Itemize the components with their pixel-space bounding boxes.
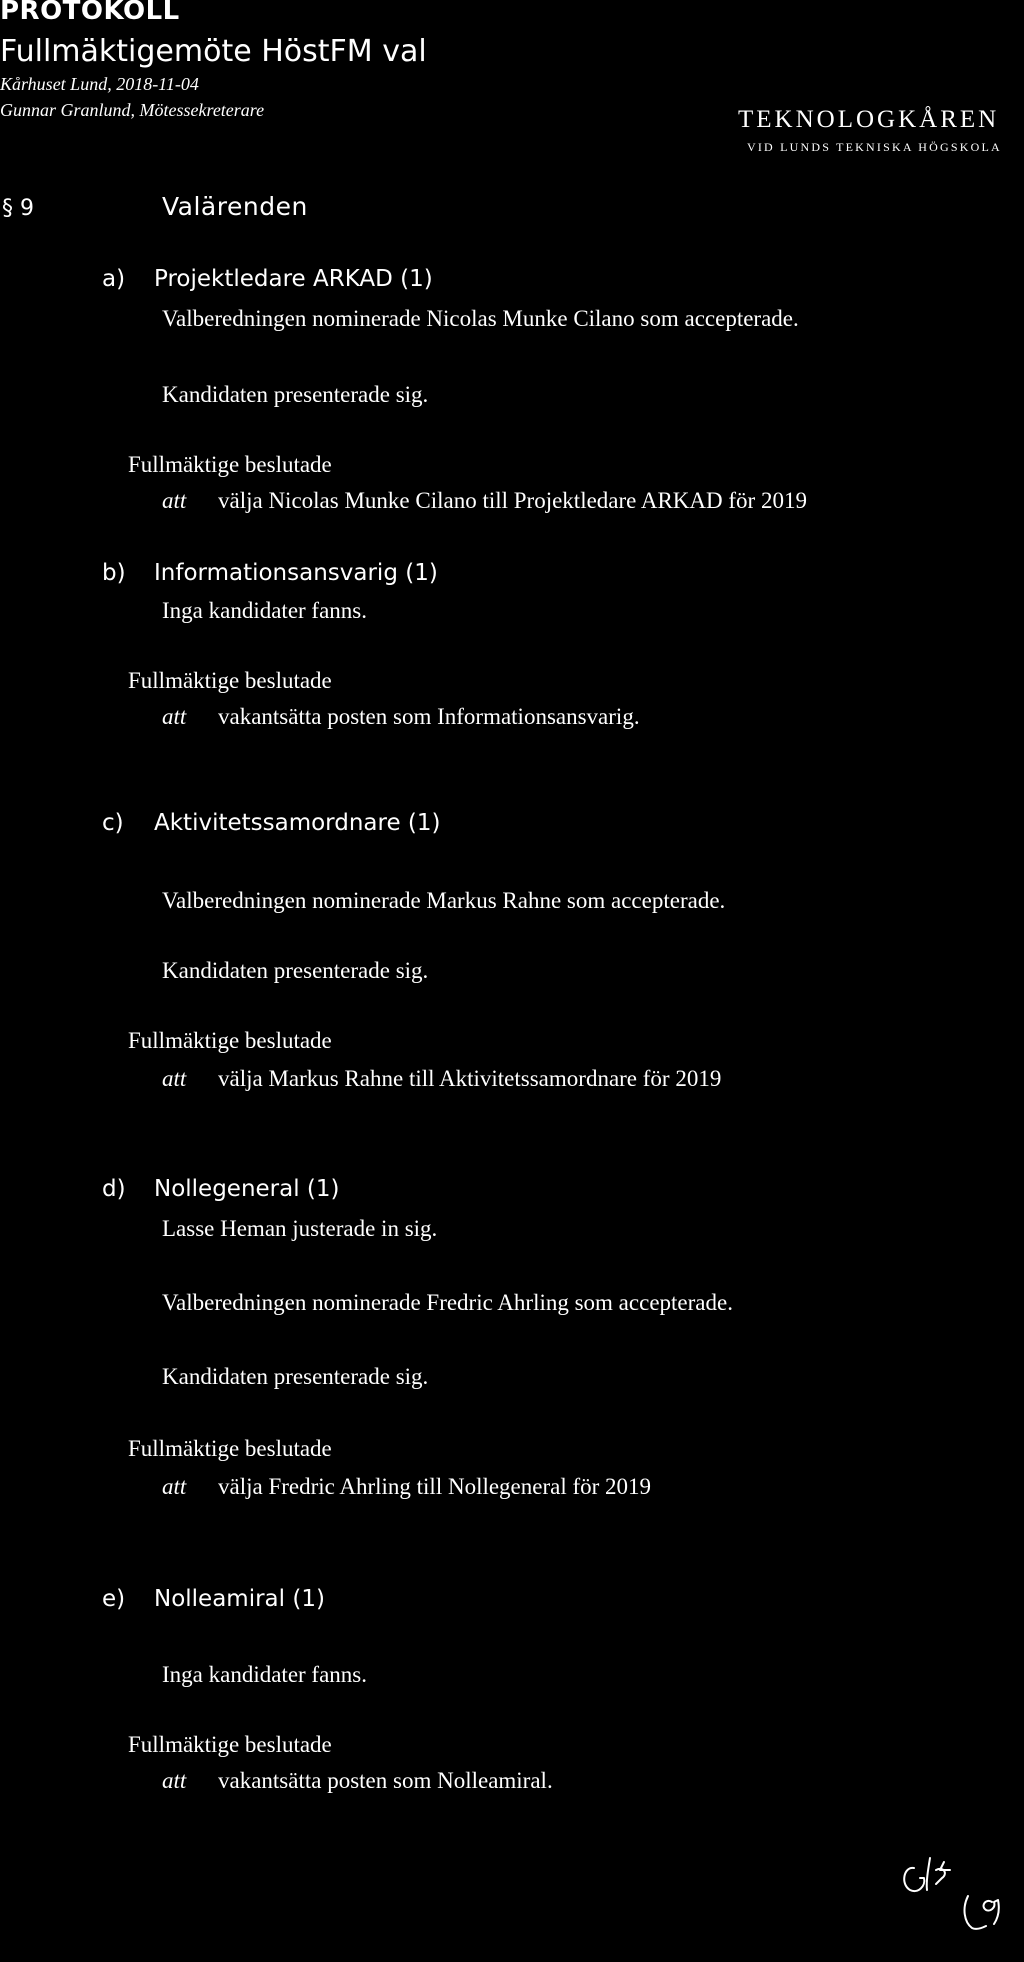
note-text-d: Lasse Heman justerade in sig. — [162, 1216, 438, 1241]
secretary: Gunnar Granlund, Mötessekreterare — [0, 100, 265, 120]
decision-intro-e: Fullmäktige beslutade — [128, 1732, 332, 1757]
item-letter: b) — [102, 560, 126, 586]
section-number: § 9 — [2, 196, 34, 221]
item-letter: a) — [102, 266, 126, 292]
decision-intro-a: Fullmäktige beslutade — [128, 452, 332, 477]
decision-intro-d: Fullmäktige beslutade — [128, 1436, 332, 1461]
att-label: att — [162, 1768, 187, 1793]
decision-text: välja Nicolas Munke Cilano till Projektledare ARKAD för 2019 — [218, 488, 807, 513]
signature-initials-icon — [900, 1840, 1010, 1950]
decision-c — [162, 1066, 721, 1092]
att-label: att — [162, 1066, 187, 1091]
decision-intro-c: Fullmäktige beslutade — [128, 1028, 332, 1053]
document-type: PROTOKOLL — [0, 0, 180, 26]
att-label: att — [162, 704, 187, 729]
decision-d — [162, 1474, 651, 1500]
decision-text: välja Fredric Ahrling till Nollegeneral för 2019 — [218, 1474, 652, 1499]
presentation-text-d: Kandidaten presenterade sig. — [162, 1364, 429, 1389]
item-heading-a — [102, 266, 433, 292]
att-label: att — [162, 1474, 187, 1499]
section-title: Valärenden — [162, 192, 308, 221]
item-heading-b — [102, 560, 438, 586]
nomination-text-a: Valberedningen nominerade Nicolas Munke Cilano som accepterade. — [162, 306, 799, 331]
decision-text: vakantsätta posten som Informationsansvarig. — [218, 704, 640, 729]
decision-text: välja Markus Rahne till Aktivitetssamordnare för 2019 — [218, 1066, 722, 1091]
item-title: Projektledare ARKAD (1) — [154, 266, 433, 292]
decision-b — [162, 704, 640, 730]
nomination-text-d: Valberedningen nominerade Fredric Ahrling som accepterade. — [162, 1290, 733, 1315]
nomination-text-c: Valberedningen nominerade Markus Rahne som accepterade. — [162, 888, 726, 913]
item-heading-d — [102, 1176, 340, 1202]
note-text-b: Inga kandidater fanns. — [162, 598, 368, 623]
decision-text: vakantsätta posten som Nolleamiral. — [218, 1768, 553, 1793]
item-heading-e — [102, 1586, 325, 1612]
item-letter: c) — [102, 810, 124, 836]
decision-e — [162, 1768, 553, 1794]
presentation-text-c: Kandidaten presenterade sig. — [162, 958, 429, 983]
decision-a — [162, 488, 807, 514]
decision-intro-b: Fullmäktige beslutade — [128, 668, 332, 693]
organization-subtitle: VID LUNDS TEKNISKA HÖGSKOLA — [747, 140, 1002, 154]
item-title: Aktivitetssamordnare (1) — [154, 810, 441, 836]
item-letter: d) — [102, 1176, 126, 1202]
att-label: att — [162, 488, 187, 513]
item-letter: e) — [102, 1586, 126, 1612]
item-title: Nollegeneral (1) — [154, 1176, 340, 1202]
item-title: Nolleamiral (1) — [154, 1586, 325, 1612]
item-heading-c — [102, 810, 441, 836]
place-date: Kårhuset Lund, 2018-11-04 — [0, 74, 199, 94]
meeting-title: Fullmäktigemöte HöstFM val — [0, 34, 427, 69]
organization-name: TEKNOLOGKÅREN — [738, 106, 1000, 133]
presentation-text-a: Kandidaten presenterade sig. — [162, 382, 429, 407]
note-text-e: Inga kandidater fanns. — [162, 1662, 368, 1687]
item-title: Informationsansvarig (1) — [154, 560, 438, 586]
